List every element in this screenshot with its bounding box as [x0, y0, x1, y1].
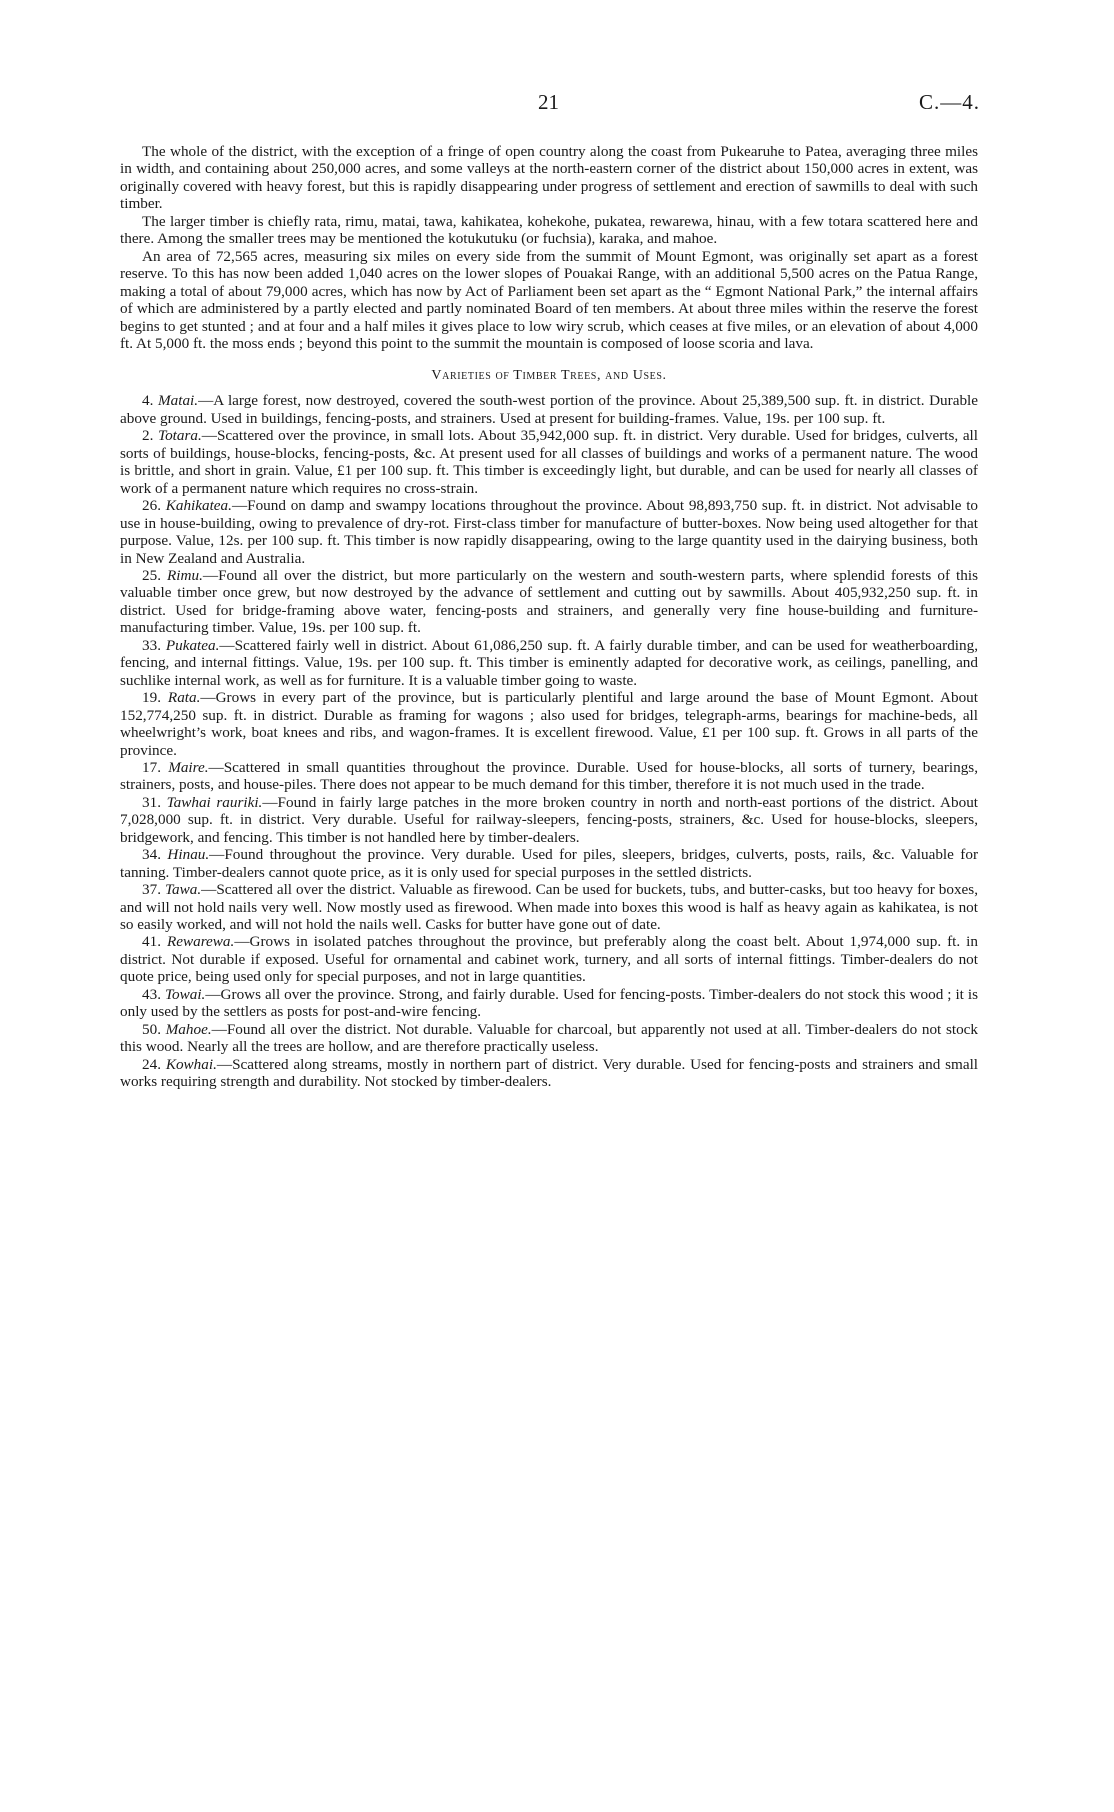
entry-number: 26. — [142, 497, 161, 515]
timber-entry — [120, 427, 978, 497]
entry-number: 33. — [142, 636, 161, 654]
entry-species-name: Pukatea. — [165, 636, 220, 654]
entry-description: —Scattered fairly well in district. About 61,086,250 sup. ft. A fairly durable timber, and can be used for weatherboarding, fencing, and internal fittings. Value, 19s. per 100 sup. ft. This timber is eminently adapted for decorative work, as ceilings, panelling, and suchlike internal work, as well as for furniture. It is a valuable timber going to waste. — [120, 636, 978, 689]
entry-description: —Grows in every part of the province, but is particularly plentiful and large around the base of Mount Egmont. About 152,774,250 sup. ft. in district. Durable as framing for wagons ; also used for bridges, telegraph-arms, bearings for machine-beds, all wheelwright’s work, boat knees and ribs, and wagon-frames. It is excellent firewood. Value, £1 per 100 sup. ft. Grows in all parts of the province. — [120, 689, 978, 759]
timber-entry — [120, 689, 978, 759]
entry-species-name: Hinau. — [167, 846, 210, 864]
entry-description: —Scattered in small quantities throughout the province. Durable. Used for house-blocks, all sorts of turnery, bearings, strainers, posts, and house-piles. There does not appear to be much demand for this timber, therefore it is not much used in the trade. — [120, 758, 979, 794]
intro-paragraph: The larger timber is chiefly rata, rimu, matai, tawa, kahikatea, kohekohe, pukatea, rewarewa, hinau, with a few totara scattered here and there. Among the smaller trees may be mentioned the kotukutuku (or fuchsia), karaka, and mahoe. — [120, 212, 978, 248]
entry-description: —Found all over the district. Not durable. Valuable for charcoal, but apparently not used at all. Timber-dealers do not stock this wood. Nearly all the trees are hollow, and are therefore practically useless. — [120, 1020, 978, 1056]
section-heading: Varieties of Timber Trees, and Uses. — [431, 368, 667, 384]
page-number: 21 — [538, 90, 559, 114]
intro-paragraph: An area of 72,565 acres, measuring six miles on every side from the summit of Mount Egmont, was originally set apart as a forest reserve. To this has now been added 1,040 acres on the lower slopes of Pouakai Range, with an additional 5,500 acres on the Patua Range, making a total of about 79,000 acres, which has now by Act of Parliament been set apart as the “ Egmont National Park,” the internal affairs of which are administered by a partly elected and partly nominated Board of ten members. At about three miles within the reserve the forest begins to get stunted ; and at four and a half miles it gives place to low wiry scrub, which ceases at five miles, or an elevation of about 4,000 ft. At 5,000 ft. the moss ends ; beyond this point to the summit the mountain is composed of loose scoria and lava. — [120, 247, 978, 352]
timber-entry — [120, 392, 978, 427]
entry-number: 2. — [142, 427, 154, 445]
document-reference: C.—4. — [918, 90, 980, 114]
entry-description: —Scattered all over the district. Valuable as firewood. Can be used for buckets, tubs, and butter-casks, but too heavy for boxes, and will not hold nails very well. Now mostly used as firewood. When made into boxes this wood is half as heavy again as kahikatea, is not so easily worked, and will not hold the nails well. Casks for butter have gone out of date. — [120, 881, 979, 934]
entry-description: —Grows all over the province. Strong, and fairly durable. Used for fencing-posts. Timber-dealers do not stock this wood ; it is only used by the settlers as posts for post-and-wire fencing. — [120, 985, 979, 1021]
timber-entry — [120, 794, 978, 846]
entry-species-name: Matai. — [157, 392, 199, 410]
timber-entry — [120, 933, 978, 985]
timber-entry — [120, 567, 978, 637]
entry-number: 50. — [142, 1020, 161, 1038]
entry-number: 43. — [142, 985, 161, 1003]
entry-species-name: Mahoe. — [165, 1020, 212, 1038]
entry-species-name: Kahikatea. — [165, 497, 232, 515]
entry-number: 31. — [142, 793, 161, 811]
entry-number: 41. — [142, 933, 161, 951]
entry-species-name: Rewarewa. — [166, 933, 235, 951]
entry-species-name: Towai. — [164, 985, 206, 1003]
entry-species-name: Totara. — [158, 427, 202, 445]
entry-description: —Found all over the district, but more particularly on the western and south-western parts, where splendid forests of this valuable timber once grew, but now destroyed by the advance of settlement and cutting out by sawmills. About 405,932,250 sup. ft. in district. Used for bridge-framing above water, fencing-posts and strainers, and generally very fine house-building and furniture-manufacturing timber. Value, 19s. per 100 sup. ft. — [120, 566, 979, 637]
entry-description: —A large forest, now destroyed, covered the south-west portion of the province. About 25,389,500 sup. ft. in district. Durable above ground. Used in buildings, fencing-posts, and strainers. Used at present for building-frames. Value, 19s. per 100 sup. ft. — [120, 392, 978, 427]
entry-description: —Found throughout the province. Very durable. Used for piles, sleepers, bridges, culverts, posts, rails, &c. Valuable for tanning. Timber-dealers cannot quote price, as it is only used for special purposes in the settled districts. — [120, 846, 978, 881]
entry-species-name: Tawhai rauriki. — [166, 793, 263, 811]
timber-entry — [120, 881, 978, 933]
entry-species-name: Tawa. — [164, 881, 202, 899]
entry-number: 24. — [142, 1055, 161, 1073]
timber-entry — [120, 1021, 978, 1056]
entry-number: 4. — [142, 392, 154, 410]
entry-description: —Grows in isolated patches throughout the province, but preferably along the coast belt. About 1,974,000 sup. ft. in district. Not durable if exposed. Useful for ornamental and cabinet work, turnery, and all sorts of internal fittings. Timber-dealers do not quote price, being used only for special purposes, and not in large quantities. — [120, 933, 979, 986]
entry-number: 19. — [142, 689, 161, 707]
timber-entry — [120, 1056, 978, 1091]
entry-number: 25. — [142, 566, 161, 584]
body-text — [120, 143, 978, 1091]
timber-entry — [120, 846, 978, 881]
entry-number: 37. — [142, 881, 161, 899]
timber-entries-list — [120, 392, 978, 1090]
page-header — [120, 90, 980, 118]
entry-species-name: Rimu. — [167, 566, 203, 584]
intro-paragraph: The whole of the district, with the exception of a fringe of open country along the coast from Pukearuhe to Patea, averaging three miles in width, and containing about 250,000 acres, and some valleys at the north-eastern corner of the district about 150,000 acres in extent, was originally covered with heavy forest, but this is rapidly disappearing under progress of settlement and erection of sawmills to deal with such timber. — [120, 143, 978, 213]
entry-species-name: Maire. — [168, 758, 209, 776]
entry-description: —Found on damp and swampy locations throughout the province. About 98,893,750 sup. ft. in district. Not advisable to use in house-building, owing to prevalence of dry-rot. First-class timber for manufacture of butter-boxes. Now being used altogether for that purpose. Value, 12s. per 100 sup. ft. This timber is now rapidly disappearing, owing to the large quantity used in the dairying business, both in New Zealand and Australia. — [120, 497, 979, 567]
timber-entry — [120, 497, 978, 567]
entry-description: —Found in fairly large patches in the more broken country in north and north-east portions of the district. About 7,028,000 sup. ft. in district. Very durable. Useful for railway-sleepers, fencing-posts, strainers, &c. Used for house-blocks, sleepers, bridgework, and fencing. This timber is not handled here by timber-dealers. — [120, 793, 979, 846]
entry-number: 17. — [142, 758, 161, 776]
entry-description: —Scattered along streams, mostly in northern part of district. Very durable. Used for fencing-posts and strainers and small works requiring strength and durability. Not stocked by timber-dealers. — [120, 1055, 979, 1091]
entry-number: 34. — [142, 846, 161, 864]
entry-species-name: Rata. — [167, 689, 201, 707]
timber-entry — [120, 986, 978, 1021]
entry-description: —Scattered over the province, in small lots. About 35,942,000 sup. ft. in district. Very durable. Used for bridges, culverts, all sorts of buildings, house-blocks, fencing-posts, &c. At present used for all classes of buildings and works of a permanent nature. The wood is brittle, and short in grain. Value, £1 per 100 sup. ft. This timber is exceedingly light, but durable, and can be used for nearly all classes of work of a permanent nature which requires no cross-strain. — [120, 427, 978, 497]
entry-species-name: Kowhai. — [165, 1055, 217, 1073]
timber-entry — [120, 759, 978, 794]
timber-entry — [120, 637, 978, 689]
